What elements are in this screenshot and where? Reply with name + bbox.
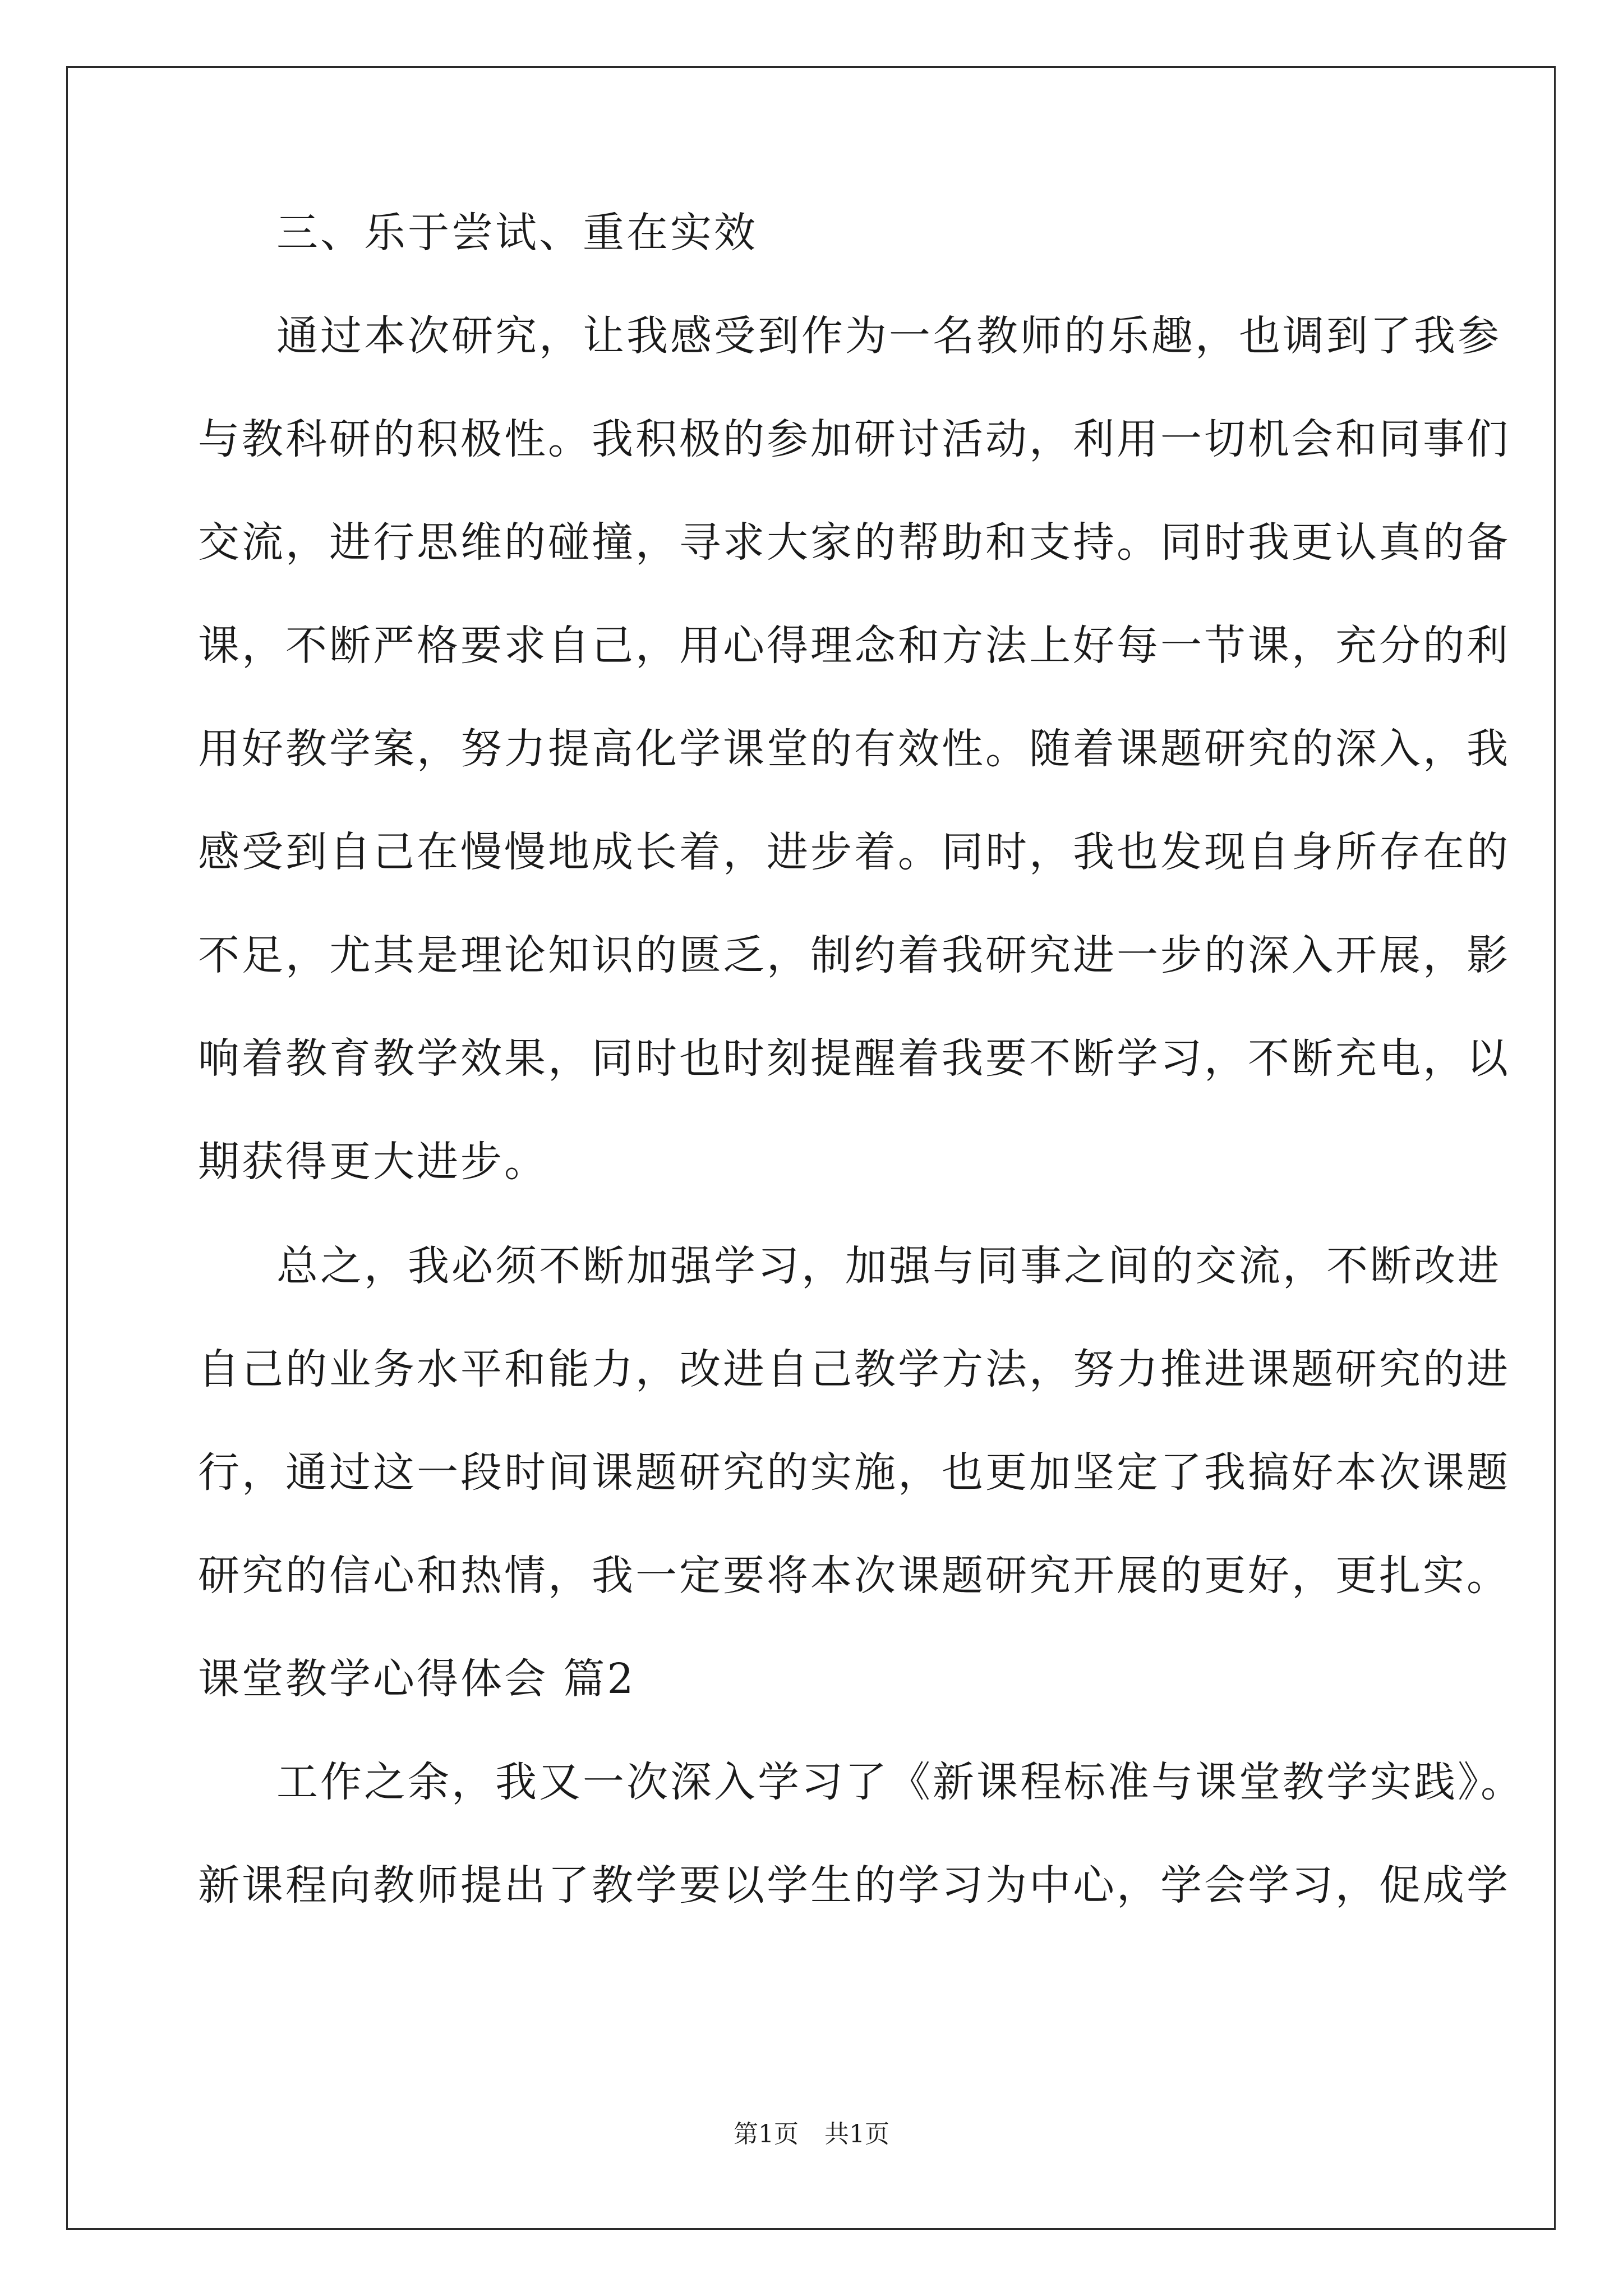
paragraph-line: 自己的业务水平和能力，改进自己教学方法，努力推进课题研究的进 bbox=[198, 1345, 1510, 1393]
paragraph-line: 研究的信心和热情，我一定要将本次课题研究开展的更好，更扎实。 bbox=[198, 1552, 1510, 1600]
paragraph-line: 响着教育教学效果，同时也时刻提醒着我要不断学习，不断充电，以 bbox=[198, 1034, 1510, 1083]
paragraph-line: 通过本次研究，让我感受到作为一名教师的乐趣，也调到了我参 bbox=[276, 312, 1501, 360]
paragraph-line: 行，通过这一段时间课题研究的实施，也更加坚定了我搞好本次课题 bbox=[198, 1448, 1510, 1497]
paragraph-line: 不足，尤其是理论知识的匮乏，制约着我研究进一步的深入开展，影 bbox=[198, 931, 1510, 979]
paragraph-line: 课，不断严格要求自己，用心得理念和方法上好每一节课，充分的利 bbox=[198, 622, 1510, 670]
paragraph-line: 总之，我必须不断加强学习，加强与同事之间的交流，不断改进 bbox=[276, 1242, 1501, 1290]
paragraph-line: 用好教学案，努力提高化学课堂的有效性。随着课题研究的深入，我 bbox=[198, 725, 1510, 773]
paragraph-line: 与教科研的积极性。我积极的参加研讨活动，利用一切机会和同事们 bbox=[198, 415, 1510, 463]
page-number: 第1页 bbox=[734, 2120, 799, 2148]
paragraph-line: 期获得更大进步。 bbox=[198, 1138, 548, 1186]
section-heading: 三、乐于尝试、重在实效 bbox=[276, 209, 758, 257]
paragraph-line: 感受到自己在慢慢地成长着，进步着。同时，我也发现自身所存在的 bbox=[198, 828, 1510, 876]
article-heading: 课堂教学心得体会 篇2 bbox=[198, 1655, 636, 1703]
page-footer bbox=[0, 2118, 1623, 2151]
page-total: 共1页 bbox=[824, 2120, 889, 2148]
paragraph-line: 新课程向教师提出了教学要以学生的学习为中心，学会学习，促成学 bbox=[198, 1861, 1510, 1910]
paragraph-line: 工作之余，我又一次深入学习了《新课程标准与课堂教学实践》。 bbox=[276, 1758, 1524, 1806]
paragraph-line: 交流，进行思维的碰撞，寻求大家的帮助和支持。同时我更认真的备 bbox=[198, 518, 1510, 567]
